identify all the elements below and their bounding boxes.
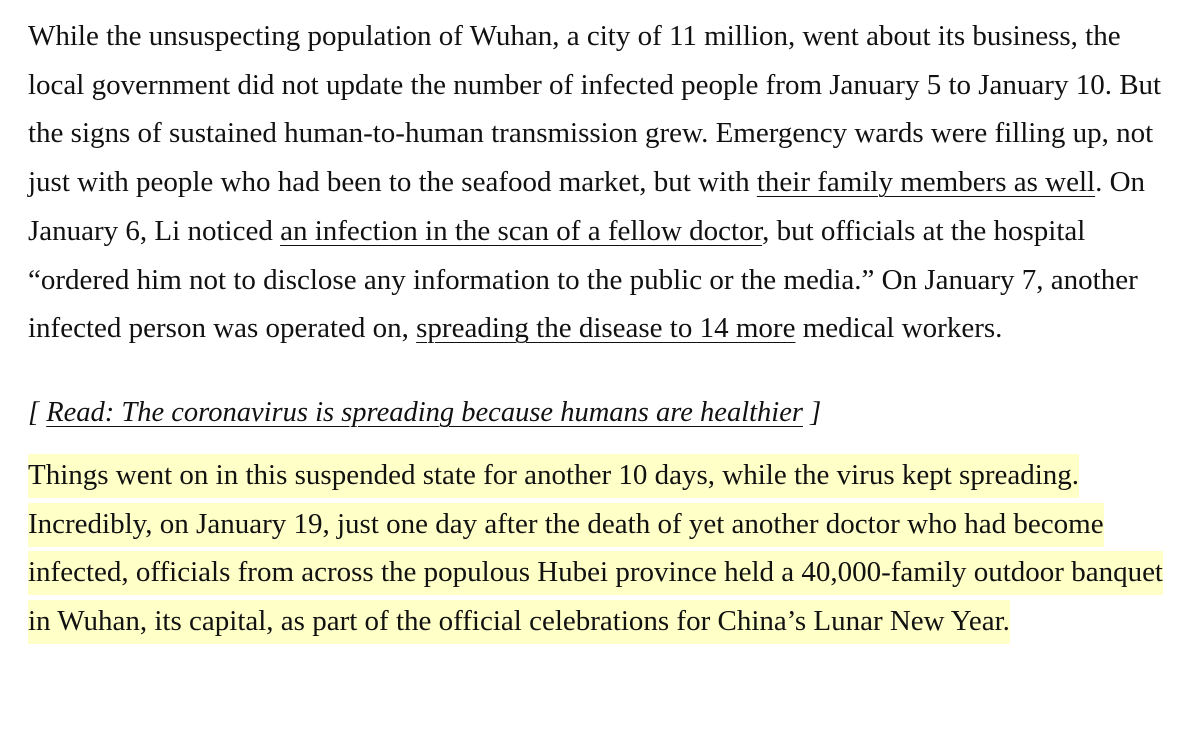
read-more-open-bracket: [ bbox=[28, 396, 47, 428]
read-more-close-bracket: ] bbox=[802, 396, 822, 428]
paragraph-1-text-3: , but officials at the hospital “ordered him not to disclose any information to the public or the media.” On January 7, another infected person was operated on, bbox=[28, 214, 1138, 345]
link-family-members[interactable]: their family members as well bbox=[756, 166, 1096, 199]
article-paragraph-2 bbox=[28, 451, 1188, 646]
link-infection-scan[interactable]: an infection in the scan of a fellow doctor bbox=[280, 214, 763, 247]
paragraph-1-text-2: . On January 6, Li noticed bbox=[28, 166, 1146, 247]
highlighted-text: Things went on in this suspended state for another 10 days, while the virus kept spreading. Incredibly, on January 19, just one day after the death of yet another doctor who had become infected, officials from across the populous Hubei province held a 40,000-family outdoor banquet in Wuhan, its capital, as part of the official celebrations for China’s Lunar New Year. bbox=[28, 454, 1163, 644]
link-spreading-disease[interactable]: spreading the disease to 14 more bbox=[416, 312, 796, 345]
read-more-link[interactable]: Read: The coronavirus is spreading because humans are healthier bbox=[46, 396, 803, 428]
paragraph-1-text-1: While the unsuspecting population of Wuhan, a city of 11 million, went about its business, the local government did not update the number of infected people from January 5 to January 10. But the signs of sustained human-to-human transmission grew. Emergency wards were filling up, not just with people who had been to the seafood market, but with bbox=[28, 20, 1162, 199]
read-more-callout bbox=[28, 389, 1186, 437]
paragraph-1-text-4: medical workers. bbox=[795, 312, 1003, 345]
article-paragraph-1 bbox=[28, 12, 1183, 353]
